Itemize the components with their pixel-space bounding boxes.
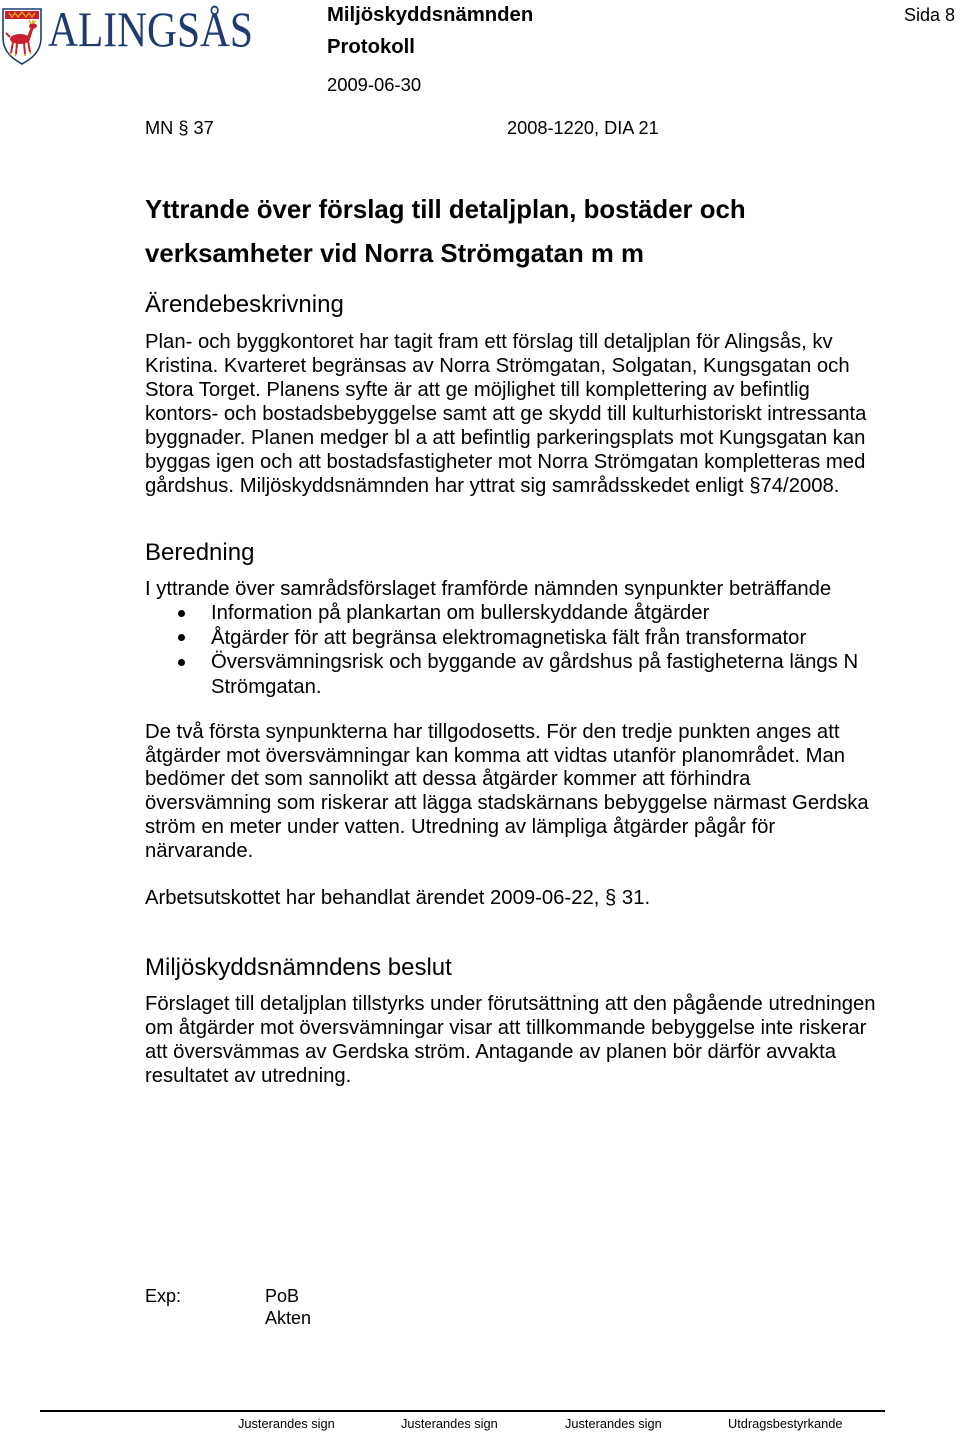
assessment-paragraph xyxy=(145,721,869,863)
recipient: Akten xyxy=(265,1308,312,1328)
page-title xyxy=(145,188,746,276)
paragraph-number: MN § 37 xyxy=(145,118,214,138)
signature-rule xyxy=(40,1410,885,1412)
case-number: 2008-1220, DIA 21 xyxy=(507,118,659,138)
description-line: byggas igen och att bostadsfastigheter mot Norra Strömgatan kompletteras med xyxy=(145,451,866,473)
description-line: gårdshus. Miljöskyddsnämnden har yttrat sig samrådsskedet enligt §74/2008. xyxy=(145,475,840,497)
decision-paragraph xyxy=(145,992,876,1088)
list-item-text: Översvämningsrisk och byggande av gårdshus på fastigheterna längs N xyxy=(211,651,859,674)
decision-heading: Miljöskyddsnämndens beslut xyxy=(145,954,452,981)
assessment-line: åtgärder mot översvämningar kan komma att vidtas utanför planområdet. Man xyxy=(145,744,846,767)
list-item-text: Information på plankartan om bullerskyddande åtgärder xyxy=(211,602,710,624)
list-item-text: Strömgatan. xyxy=(211,675,322,698)
signature-label: Justerandes sign xyxy=(565,1416,662,1431)
list-item-text: Åtgärder för att begränsa elektromagnetiska fält från transformator xyxy=(211,626,807,649)
committee-name: Miljöskyddsnämnden xyxy=(327,4,534,26)
meeting-date: 2009-06-30 xyxy=(327,74,422,95)
coat-of-arms-icon xyxy=(3,9,41,64)
document-type: Protokoll xyxy=(327,36,415,58)
logo-wordmark: ALINGSÅS xyxy=(48,1,253,57)
assessment-line: ström en meter under vatten. Utredning av lämpliga åtgärder pågår för xyxy=(145,815,776,838)
alingsas-logo xyxy=(0,0,262,68)
assessment-line: bedömer det som sannolikt att dessa åtgärder kommer att förhindra xyxy=(145,768,751,791)
bullet-icon xyxy=(178,634,185,641)
list-item xyxy=(211,601,858,626)
list-item xyxy=(211,626,858,651)
title-line: Yttrande över förslag till detaljplan, bostäder och xyxy=(145,196,746,224)
decision-line: Förslaget till detaljplan tillstyrks under förutsättning att den pågående utredningen xyxy=(145,993,876,1015)
signature-label: Justerandes sign xyxy=(238,1416,335,1431)
bullet-icon xyxy=(178,610,185,617)
page-number: Sida 8 xyxy=(903,5,955,25)
decision-line: att översvämmas av Gerdska ström. Antagande av planen bör därför avvakta xyxy=(145,1041,837,1063)
signature-label: Justerandes sign xyxy=(401,1416,498,1431)
title-line: verksamheter vid Norra Strömgatan m m xyxy=(145,240,644,268)
description-line: Stora Torget. Planens syfte är att ge möjlighet till komplettering av befintlig xyxy=(145,379,810,401)
decision-line: om åtgärder mot översvämningar visar att tillkommande bebyggelse inte riskerar xyxy=(145,1017,867,1039)
preparation-intro: I yttrande över samrådsförslaget framförde nämnden synpunkter beträffande xyxy=(145,578,832,600)
preparation-heading: Beredning xyxy=(145,539,255,566)
assessment-line: översvämning som riskerar att lägga stadskärnans bebyggelse närmast Gerdska xyxy=(145,792,869,815)
description-line: Plan- och byggkontoret har tagit fram ett förslag till detaljplan för Alingsås, kv xyxy=(145,331,833,353)
description-line: kontors- och bostadsbebyggelse samt att ge skydd till kulturhistoriskt intressanta xyxy=(145,403,867,425)
bullet-icon xyxy=(178,659,185,666)
decision-line: resultatet av utredning. xyxy=(145,1065,352,1087)
description-line: byggnader. Planen medger bl a att befintlig parkeringsplats mot Kungsgatan kan xyxy=(145,427,866,449)
recipient: PoB xyxy=(265,1286,300,1306)
assessment-line: närvarande. xyxy=(145,839,254,862)
description-line: Kristina. Kvarteret begränsas av Norra Strömgatan, Solgatan, Kungsgatan och xyxy=(145,355,850,377)
list-item xyxy=(211,650,858,699)
assessment-line: De två första synpunkterna har tillgodosetts. För den tredje punkten anges att xyxy=(145,721,840,743)
certification-label: Utdragsbestyrkande xyxy=(728,1416,843,1431)
bullet-list xyxy=(211,601,858,699)
description-heading: Ärendebeskrivning xyxy=(145,291,344,318)
committee-note: Arbetsutskottet har behandlat ärendet 2009-06-22, § 31. xyxy=(145,887,651,909)
distribution-list xyxy=(265,1285,311,1329)
distribution-label: Exp: xyxy=(145,1286,182,1306)
description-paragraph xyxy=(145,330,866,498)
